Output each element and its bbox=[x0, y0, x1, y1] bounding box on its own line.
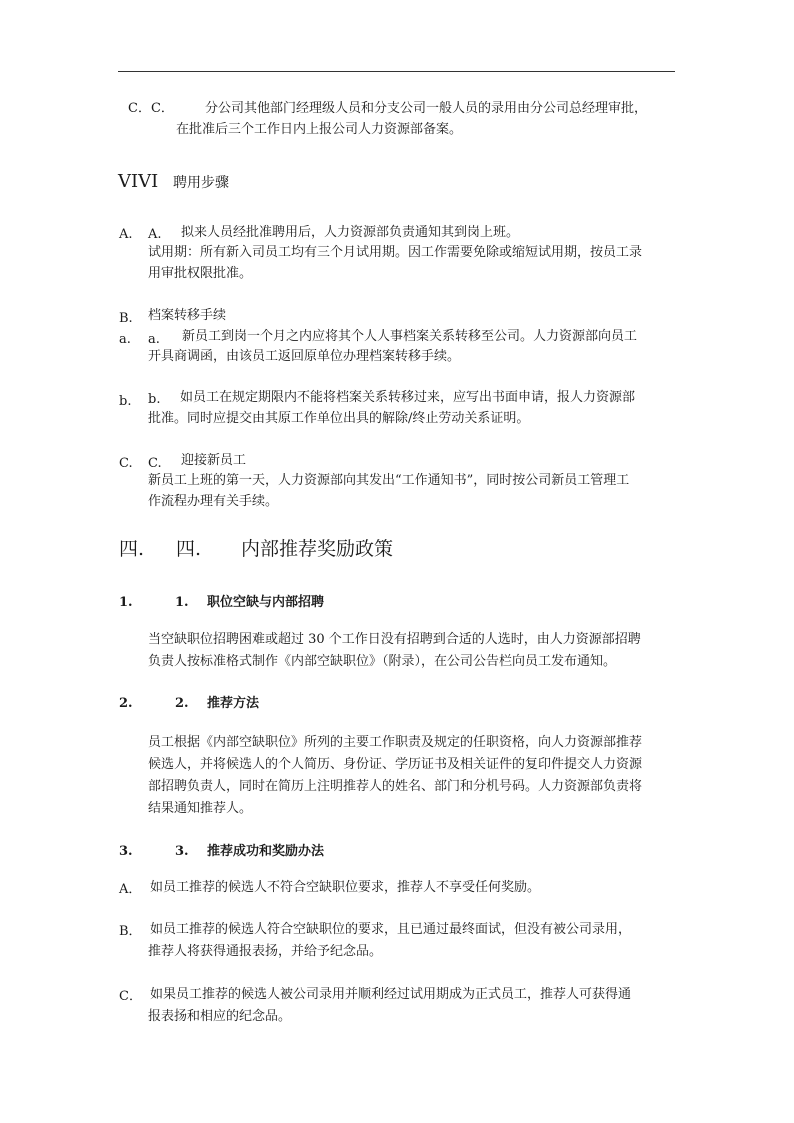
sec3-b-marker: B． bbox=[119, 924, 142, 939]
sec2-line4: 结果通知推荐人。 bbox=[148, 801, 253, 816]
step-a-line2: 试用期：所有新入司员工均有三个月试用期。因工作需要免除或缩短试用期，按员工录 bbox=[148, 245, 643, 260]
step-a-line3: 用审批权限批准。 bbox=[148, 266, 253, 281]
clause-c-line1: 分公司其他部门经理级人员和分支公司一般人员的录用由分公司总经理审批， bbox=[205, 101, 648, 116]
sec2-num: 2. bbox=[119, 696, 133, 711]
section-vi-title: 聘用步骤 bbox=[173, 175, 229, 191]
step-b-a-line1: 新员工到岗一个月之内应将其个人人事档案关系转移至公司。人力资源部向员工 bbox=[182, 329, 638, 344]
step-b-b-marker: b. bbox=[119, 394, 132, 409]
sec3-b-line2: 推荐人将获得通报表扬，并给予纪念品。 bbox=[148, 944, 383, 959]
step-c-line2: 作流程办理有关手续。 bbox=[148, 494, 279, 509]
sec2-num2: 2. bbox=[175, 696, 189, 711]
sec3-c-marker: C． bbox=[119, 989, 142, 1004]
step-b-marker: B. bbox=[119, 311, 133, 326]
chapter4-marker2: 四. bbox=[176, 538, 202, 560]
sec1-line2: 负责人按标准格式制作《内部空缺职位》（附录），在公司公告栏向员工发布通知。 bbox=[148, 654, 617, 669]
section-vi-marker: VIVI bbox=[118, 171, 159, 192]
sec3-title: 推荐成功和奖励办法 bbox=[207, 844, 325, 859]
step-b-b-line1: 如员工在规定期限内不能将档案关系转移过来，应写出书面申请，报人力资源部 bbox=[180, 390, 636, 405]
header-rule bbox=[118, 71, 675, 72]
sec1-num2: 1. bbox=[175, 595, 189, 610]
step-b-a-line2: 开具商调函，由该员工返回原单位办理档案转移手续。 bbox=[148, 349, 461, 364]
sec3-num: 3. bbox=[119, 844, 133, 859]
step-c-title: 迎接新员工 bbox=[181, 453, 247, 468]
step-b-b-marker2: b. bbox=[148, 392, 161, 407]
chapter4-marker: 四. bbox=[119, 538, 145, 560]
step-c-marker: C. bbox=[119, 456, 133, 471]
sec2-line2: 候选人，并将候选人的个人简历、身份证、学历证书及相关证件的复印件提交人力资源 bbox=[148, 757, 643, 772]
sec2-line1: 员工根据《内部空缺职位》所列的主要工作职责及规定的任职资格，向人力资源部推荐 bbox=[148, 735, 643, 750]
step-a-line1: 拟来人员经批准聘用后，人力资源部负责通知其到岗上班。 bbox=[181, 225, 520, 240]
step-c-marker2: C. bbox=[148, 456, 162, 471]
sec2-line3: 部招聘负责人，同时在简历上注明推荐人的姓名、部门和分机号码。人力资源部负责将 bbox=[148, 779, 643, 794]
step-c-line1: 新员工上班的第一天，人力资源部向其发出“工作通知书”，同时按公司新员工管理工 bbox=[148, 473, 630, 488]
sec3-b-line1: 如员工推荐的候选人符合空缺职位的要求，且已通过最终面试，但没有被公司录用， bbox=[150, 922, 632, 937]
step-a-marker2: A. bbox=[148, 227, 162, 242]
sec1-title: 职位空缺与内部招聘 bbox=[207, 595, 325, 610]
sec3-c-line1: 如果员工推荐的候选人被公司录用并顺利经过试用期成为正式员工，推荐人可获得通 bbox=[150, 987, 632, 1002]
step-a-marker: A. bbox=[119, 227, 133, 242]
step-b-b-line2: 批准。同时应提交由其原工作单位出具的解除/终止劳动关系证明。 bbox=[148, 411, 530, 426]
chapter4-title: 内部推荐奖励政策 bbox=[241, 538, 394, 560]
sec3-c-line2: 报表扬和相应的纪念品。 bbox=[148, 1009, 292, 1024]
step-b-a-marker: a. bbox=[119, 332, 131, 347]
sec1-line1: 当空缺职位招聘困难或超过 30 个工作日没有招聘到合适的人选时，由人力资源部招聘 bbox=[148, 632, 641, 647]
step-b-a-marker2: a. bbox=[148, 332, 160, 347]
sec2-title: 推荐方法 bbox=[207, 696, 260, 711]
step-b-title: 档案转移手续 bbox=[148, 308, 227, 323]
clause-c-line2: 在批准后三个工作日内上报公司人力资源部备案。 bbox=[176, 122, 463, 137]
sec3-a-line1: 如员工推荐的候选人不符合空缺职位要求，推荐人不享受任何奖励。 bbox=[150, 880, 541, 895]
sec1-num: 1. bbox=[119, 595, 133, 610]
sec3-a-marker: A． bbox=[119, 882, 142, 897]
sec3-num2: 3. bbox=[175, 844, 189, 859]
clause-c-marker: C．C． bbox=[128, 101, 174, 116]
